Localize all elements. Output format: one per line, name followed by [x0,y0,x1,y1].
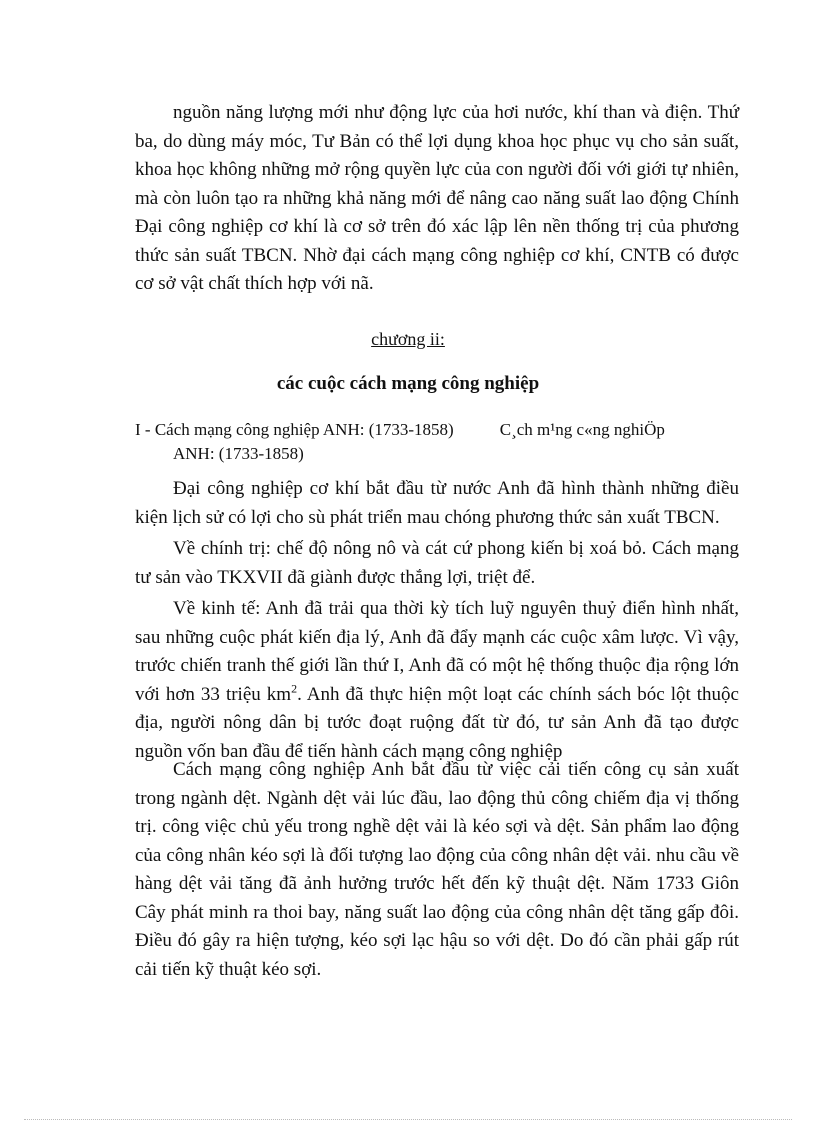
paragraph-continuation: nguồn năng lượng mới như động lực của hơi nước, khí than và điện. Thứ ba, do dùng máy móc, Tư Bản có thể lợi dụng khoa học phục vụ cho sản suất, khoa học không những mở rộng quyền lực của con người đối với giới tự nhiên, mà còn luôn tạo ra những khả năng mới để nâng cao năng suất lao động Chính Đại công nghiệp cơ khí là cơ sở trên đó xác lập lên nền thống trị của phương thức sản suất TBCN. Nhờ đại cách mạng công nghiệp cơ khí, CNTB có được cơ sở vật chất thích hợp với nã. [135,102,739,294]
section-heading-block [135,418,755,466]
section-heading-garbled: C¸ch m¹ng c«ng nghiÖp [499,420,665,439]
paragraph-economy [135,595,739,766]
section-heading: I - Cách mạng công nghiệp ANH: (1733-1858) [135,420,454,439]
section-heading-line2: ANH: (1733-1858) [173,444,304,463]
chapter-title: các cuộc cách mạng công nghiệp [276,373,540,394]
page-divider [24,1119,792,1120]
paragraph-economy-part1: Về kinh tế: Anh đã trải qua thời kỳ tích luỹ nguyên thuỷ điển hình nhất, sau những cuộc phát kiến địa lý, Anh đã đẩy mạnh các cuộc xâm lược. Vì vậy, trước chiến tranh thế giới lần thứ I, Anh đã có một hệ thống thuộc địa rộng lớn với hơn 33 triệu km [135,598,739,705]
paragraph-politics: Về chính trị: chế độ nông nô và cát cứ phong kiến bị xoá bỏ. Cách mạng tư sản vào TKXVII đã giành được thắng lợi, triệt để. [135,538,739,588]
paragraph-textile: Cách mạng công nghiệp Anh bắt đầu từ việc cải tiến công cụ sản xuất trong ngành dệt. Ngành dệt vải lúc đầu, lao động thủ công chiếm địa vị thống trị. công việc chủ yếu trong nghề dệt vải là kéo sợi và dệt. Sản phẩm lao động của công nhân kéo sợi là đối tượng lao động của công nhân dệt vải. nhu cầu về hàng dệt vải tăng đã ảnh hưởng trước hết đến kỹ thuật dệt. Năm 1733 Giôn Cây phát minh ra thoi bay, năng suất lao động của công nhân dệt tăng gấp đôi. Điều đó gây ra hiện tượng, kéo sợi lạc hậu so với dệt. Do đó cần phải gấp rút cải tiến kỹ thuật kéo sợi. [135,759,739,980]
chapter-label: chương ii: [371,329,445,349]
paragraph-economy-part2: . Anh đã thực hiện một loạt các chính sách bóc lột thuộc địa, người nông dân bị tước đoạt ruộng đất từ đó, tư sản Anh đã tạo được nguồn vốn ban đầu để tiến hành cách mạng công nghiệp [135,683,739,762]
superscript: 2 [291,681,298,696]
paragraph-intro: Đại công nghiệp cơ khí bắt đầu từ nước Anh đã hình thành những điều kiện lịch sử có lợi cho sù phát triển mau chóng phương thức sản xuất TBCN. [135,478,739,528]
